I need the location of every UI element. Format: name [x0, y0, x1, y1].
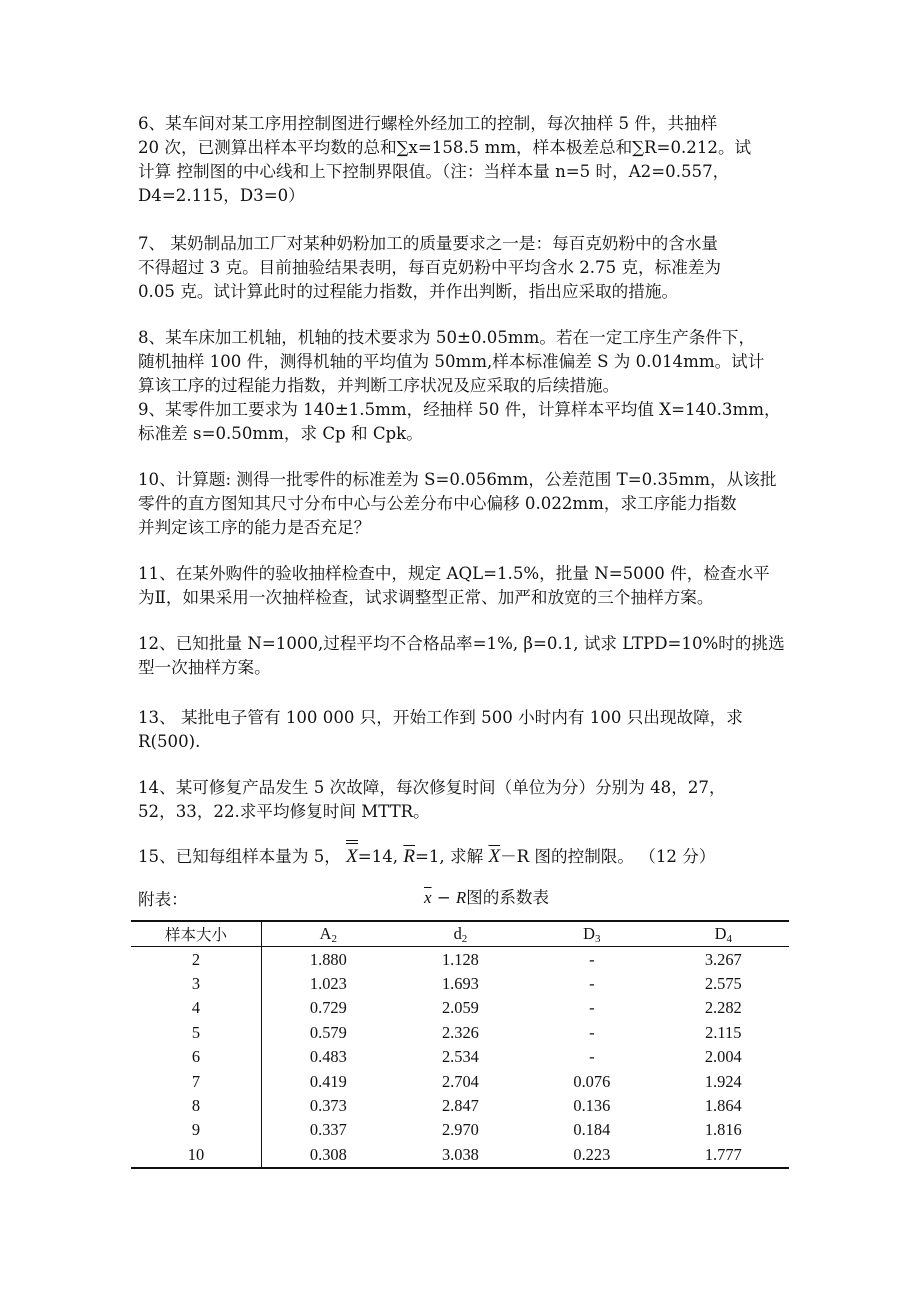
header-a2: $A_2$ — [262, 921, 395, 947]
table-cell: 3.038 — [395, 1143, 526, 1168]
x-double-bar-value: =14, — [357, 847, 399, 866]
question-7-line: 0.05 克。试计算此时的过程能力指数，并作出判断，指出应采取的措施。 — [138, 282, 679, 301]
question-8-line: 算该工序的过程能力指数，并判断工序状况及应采取的后续措施。 — [138, 376, 620, 395]
table-cell: 4 — [131, 996, 262, 1020]
header-sample-size: 样本大小 — [131, 921, 262, 947]
table-cell: 1.816 — [704, 1120, 742, 1140]
question-7-line: 7、 某奶制品加工厂对某种奶粉加工的质量要求之一是：每百克奶粉中的含水量 — [138, 234, 719, 253]
x-bar-symbol: $\overline{X}$ — [488, 846, 501, 867]
table-cell: 0.419 — [309, 1071, 347, 1091]
table-row — [131, 996, 789, 1020]
r-bar-symbol: $\overline{R}$ — [403, 846, 415, 867]
caption-x-bar: $\overline{x}$ — [424, 888, 432, 907]
table-row — [131, 1094, 789, 1118]
table-cell: 0.729 — [309, 998, 347, 1018]
table-cell: 1.777 — [658, 1143, 789, 1168]
header-d4: $D_4$ — [658, 921, 789, 947]
question-6-line: 20 次，已测算出样本平均数的总和∑x=158.5 mm，样本极差总和∑R=0.212。试 — [138, 138, 752, 157]
table-cell: 2.575 — [704, 973, 742, 993]
table-cell: 2.847 — [441, 1095, 479, 1115]
question-9-line: 标准差 s=0.50mm，求 Cp 和 Cpk。 — [138, 424, 423, 443]
question-14-line: 14、某可修复产品发生 5 次故障，每次修复时间（单位为分）分别为 48，27， — [138, 778, 726, 797]
table-row — [131, 972, 789, 996]
table-cell: 1.693 — [441, 973, 479, 993]
r-bar-value: =1, 求解 — [414, 847, 484, 866]
question-13-line: 13、 某批电子管有 100 000 只，开始工作到 500 小时内有 100 只出现故障，求 — [138, 708, 743, 727]
table-row — [131, 947, 789, 972]
table-row — [131, 1045, 789, 1069]
question-8-line: 随机抽样 100 件，测得机轴的平均值为 50mm,样本标准偏差 S 为 0.014mm。试计 — [138, 352, 765, 371]
header-d2: $d_2$ — [395, 921, 526, 947]
appendix-label: 附表： — [138, 890, 188, 909]
table-cell: 1.924 — [704, 1071, 742, 1091]
question-6-line: D4=2.115，D3=0） — [138, 186, 305, 205]
table-cell: 1.864 — [704, 1095, 742, 1115]
table-cell: 6 — [131, 1045, 262, 1069]
table-cell: 0.076 — [573, 1071, 611, 1091]
table-cell: - — [589, 973, 595, 993]
table-cell: 0.483 — [309, 1047, 347, 1067]
question-15-suffix: －R 图的控制限。 （12 分） — [500, 847, 716, 866]
question-14-line: 52，33，22.求平均修复时间 MTTR。 — [138, 802, 430, 821]
table-cell: 0.136 — [573, 1095, 611, 1115]
header-d3: $D_3$ — [526, 921, 657, 947]
table-cell: 3.267 — [704, 949, 742, 969]
table-cell: 2.326 — [441, 1022, 479, 1042]
question-12-line: 型一次抽样方案。 — [138, 658, 271, 677]
table-cell: 0.337 — [309, 1120, 347, 1140]
table-row — [131, 1143, 789, 1168]
question-9-line: 9、某零件加工要求为 140±1.5mm，经抽样 50 件，计算样本平均值 X=140.3mm， — [138, 400, 781, 419]
question-15 — [138, 840, 715, 866]
question-12-line: 12、已知批量 N=1000,过程平均不合格品率=1%, β=0.1, 试求 LTPD=10%时的挑选 — [138, 634, 785, 653]
table-cell: 2.115 — [705, 1022, 742, 1042]
question-6-line: 计算 控制图的中心线和上下控制界限值。（注：当样本量 n=5 时，A2=0.557， — [138, 162, 730, 181]
table-row — [131, 1069, 789, 1093]
table-caption — [424, 884, 549, 908]
caption-r: R — [456, 888, 467, 907]
table-cell: 3 — [131, 972, 262, 996]
table-cell: 10 — [131, 1143, 262, 1168]
table-cell: - — [589, 1022, 595, 1042]
table-cell: 1.128 — [441, 949, 479, 969]
table-cell: 0.184 — [573, 1120, 611, 1140]
question-6-line: 6、某车间对某工序用控制图进行螺栓外经加工的控制，每次抽样 5 件，共抽样 — [138, 114, 718, 133]
table-cell: 9 — [131, 1118, 262, 1142]
caption-text: 图的系数表 — [466, 888, 550, 907]
table-cell: 5 — [131, 1021, 262, 1045]
question-11-line: 11、在某外购件的验收抽样检查中，规定 AQL=1.5%，批量 N=5000 件，检查水平 — [138, 564, 770, 583]
table-cell: 2.970 — [441, 1120, 479, 1140]
table-header-row — [131, 921, 789, 947]
watermark: zixin — [390, 561, 543, 633]
table-cell: 0.373 — [309, 1095, 347, 1115]
table-row — [131, 1021, 789, 1045]
table-cell: - — [589, 949, 595, 969]
table-cell: 0.579 — [309, 1022, 347, 1042]
table-row — [131, 1118, 789, 1142]
question-10-line: 零件的直方图知其尺寸分布中心与公差分布中心偏移 0.022mm，求工序能力指数 — [138, 494, 737, 513]
table-cell: 0.308 — [262, 1143, 395, 1168]
question-10-line: 10、计算题: 测得一批零件的标准差为 S=0.056mm，公差范围 T=0.35mm，从该批 — [138, 470, 777, 489]
coefficient-table — [131, 920, 789, 1169]
caption-dash: − — [431, 888, 456, 907]
question-15-prefix: 15、已知每组样本量为 5， — [138, 847, 341, 866]
question-10-line: 并判定该工序的能力是否充足？ — [138, 518, 371, 537]
table-cell: 0.223 — [526, 1143, 657, 1168]
table-cell: 7 — [131, 1069, 262, 1093]
table-cell: 2.282 — [704, 998, 742, 1018]
table-cell: 8 — [131, 1094, 262, 1118]
table-cell: 2 — [131, 947, 262, 972]
question-7-line: 不得超过 3 克。目前抽验结果表明，每百克奶粉中平均含水 2.75 克，标准差为 — [138, 258, 722, 277]
question-8-line: 8、某车床加工机轴，机轴的技术要求为 50±0.05mm。若在一定工序生产条件下， — [138, 328, 756, 347]
table-cell: 2.004 — [704, 1047, 742, 1067]
table-cell: - — [589, 1047, 595, 1067]
table-cell: 2.059 — [441, 998, 479, 1018]
table-cell: 2.704 — [441, 1071, 479, 1091]
table-cell: - — [589, 998, 595, 1018]
table-cell: 1.023 — [309, 973, 347, 993]
question-13-line: R(500). — [138, 732, 201, 751]
x-double-bar-symbol: $\overline{X}$ — [346, 840, 358, 870]
table-cell: 1.880 — [309, 949, 347, 969]
table-cell: 2.534 — [441, 1047, 479, 1067]
question-11-line: 为Ⅱ，如果采用一次抽样检查，试求调整型正常、加严和放宽的三个抽样方案。 — [138, 588, 714, 607]
